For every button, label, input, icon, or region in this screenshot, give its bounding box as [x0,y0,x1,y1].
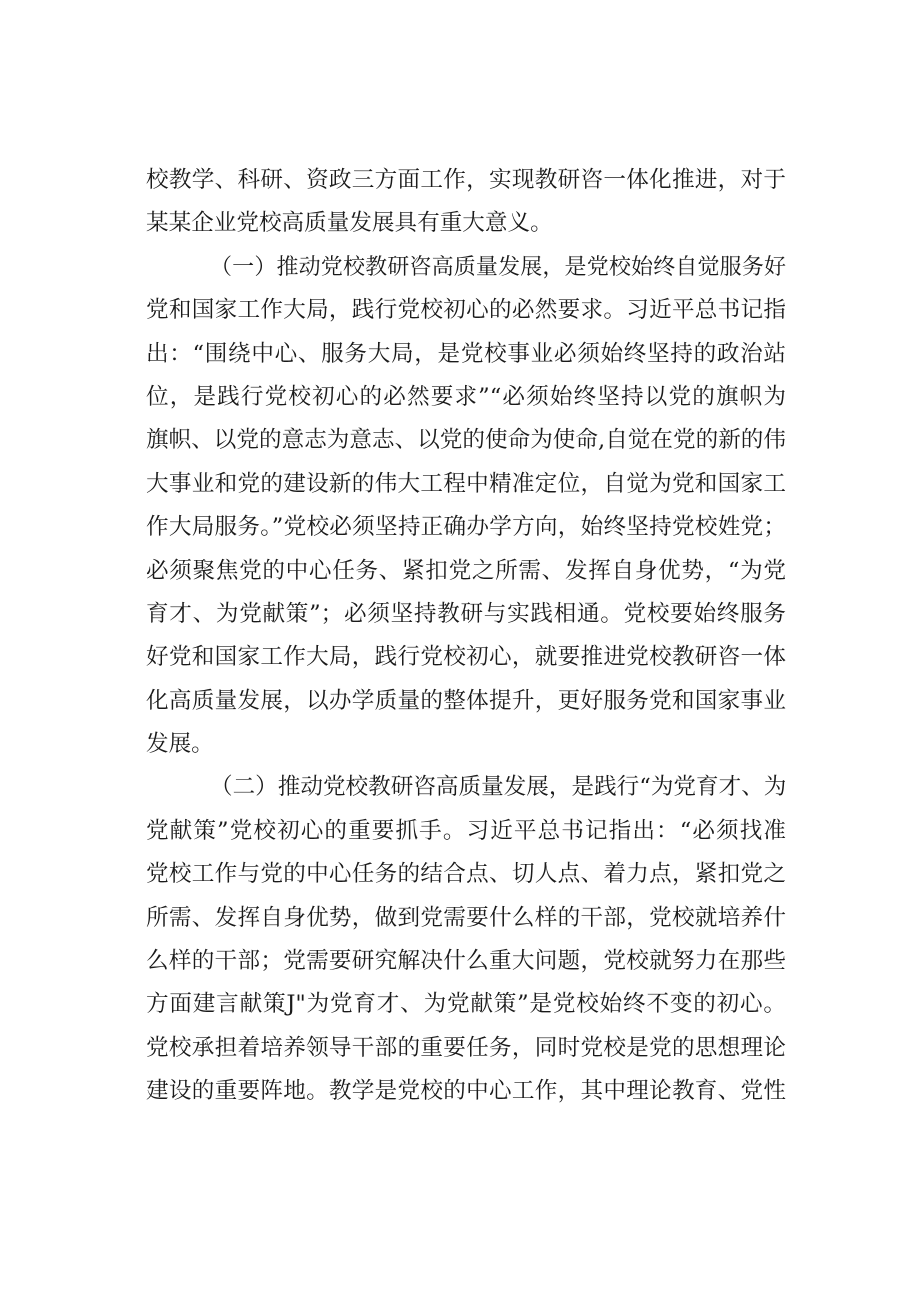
text-line: 方面建言献策J"为党育才、为党献策”是党校始终不变的初心。 [146,991,786,1018]
text-line: 化高质量发展，以办学质量的整体提升，更好服务党和国家事业 [146,687,786,714]
text-line: 旗帜、以党的意志为意志、以党的使命为使命,自觉在党的新的伟 [146,427,786,454]
text-line: 必须聚焦党的中心任务、紧扣党之所需、发挥自身优势，“为党 [146,557,786,584]
text-line: 所需、发挥自身优势，做到党需要什么样的干部，党校就培养什 [146,904,786,931]
text-line: （一）推动党校教研咨高质量发展，是党校始终自觉服务好 [210,254,786,280]
text-line: 党校承担着培养领导干部的重要任务，同时党校是党的思想理论 [146,1034,786,1061]
text-line: 大事业和党的建设新的伟大工程中精准定位，自觉为党和国家工 [146,470,786,497]
text-line: （二）推动党校教研咨高质量发展，是践行“为党育才、为 [210,774,787,801]
text-line: 建设的重要阵地。教学是党校的中心工作，其中理论教育、党性 [146,1078,786,1105]
text-line: 么样的干部；党需要研究解决什么重大问题，党校就努力在那些 [146,948,786,975]
text-line: 发展。 [146,731,214,758]
text-line: 好党和国家工作大局，践行党校初心，就要推进党校教研咨一体 [146,644,786,671]
text-line: 党校工作与党的中心任务的结合点、切人点、着力点，紧扣党之 [146,861,786,888]
text-line: 出：“围绕中心、服务大局，是党校事业必须始终坚持的政治站 [146,340,786,367]
text-line: 党和国家工作大局，践行党校初心的必然要求。习近平总书记指 [146,297,786,324]
text-line: 党献策”党校初心的重要抓手。习近平总书记指出：“必须找准 [146,817,786,844]
text-line: 育才、为党献策”；必须坚持教研与实践相通。党校要始终服务 [146,600,786,627]
text-line: 位，是践行党校初心的必然要求”“必须始终坚持以党的旗帜为 [146,383,786,410]
body-text [146,159,786,1114]
text-line: 校教学、科研、资政三方面工作，实现教研咨一体化推进，对于 [146,167,786,193]
text-line: 某某企业党校高质量发展具有重大意义。 [146,210,553,237]
text-line: 作大局服务。”党校必须坚持正确办学方向，始终坚持党校姓党； [146,514,786,541]
